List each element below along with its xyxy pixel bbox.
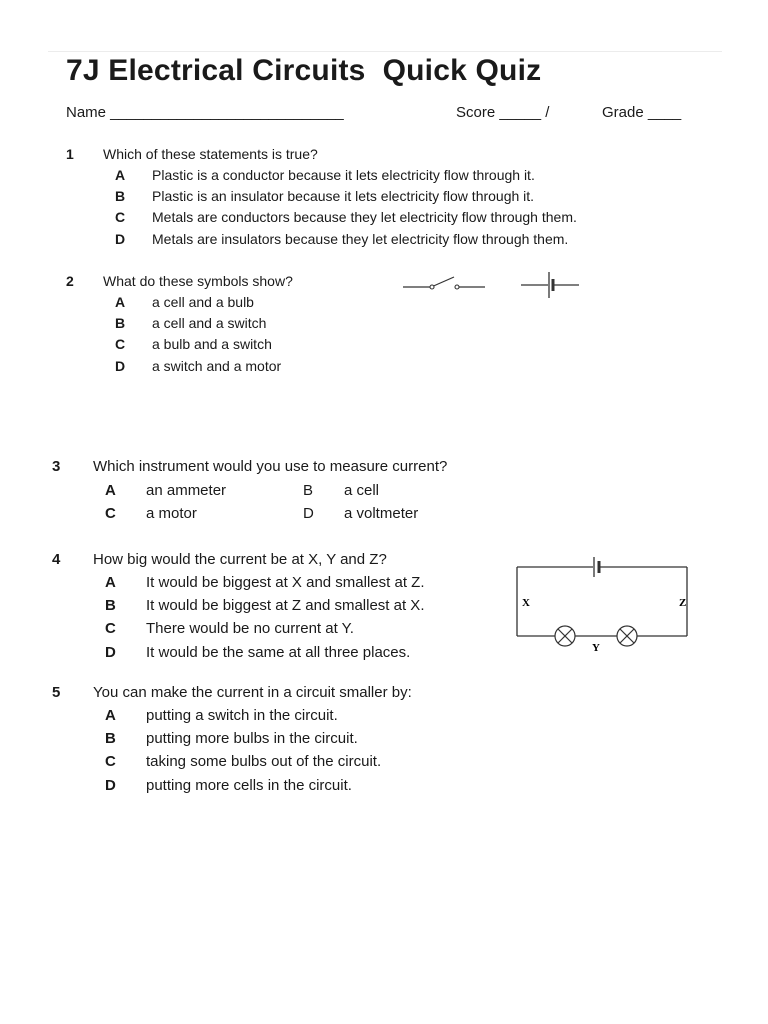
bulb-icon [555, 626, 575, 646]
option-letter: D [105, 644, 116, 661]
option-letter: C [115, 336, 126, 352]
option-letter: A [105, 707, 116, 724]
question-text: Which instrument would you use to measure current? [93, 458, 448, 475]
question-number: 5 [52, 684, 61, 701]
bulb-icon [617, 626, 637, 646]
option-letter: C [105, 753, 116, 770]
question-number: 3 [52, 458, 61, 475]
option-text: a cell and a bulb [152, 294, 254, 310]
option-letter: A [115, 294, 126, 310]
question-number: 1 [66, 146, 74, 162]
option-letter: B [105, 730, 116, 747]
top-divider [48, 51, 722, 52]
option-text: Plastic is a conductor because it lets electricity flow through it. [152, 167, 535, 183]
option-text: It would be biggest at X and smallest at Z. [146, 574, 425, 591]
label-x: X [522, 597, 530, 609]
option-text: There would be no current at Y. [146, 620, 354, 637]
question-text: How big would the current be at X, Y and Z? [93, 551, 387, 568]
switch-symbol-icon [403, 276, 485, 296]
option-letter: A [115, 167, 126, 183]
option-text: It would be the same at all three places. [146, 644, 411, 661]
option-letter: D [105, 777, 116, 794]
grade-field-label: Grade ____ [602, 104, 682, 121]
cell-symbol-icon [521, 272, 579, 298]
option-text: a cell [344, 482, 380, 499]
label-z: Z [679, 597, 687, 609]
option-text: It would be biggest at Z and smallest at X. [146, 597, 425, 614]
page-title: 7J Electrical Circuits Quick Quiz [66, 54, 542, 87]
question-number: 4 [52, 551, 61, 568]
circuit-wires [517, 567, 687, 636]
option-text: a switch and a motor [152, 358, 282, 374]
option-text: putting more bulbs in the circuit. [146, 730, 358, 747]
option-letter: A [105, 482, 116, 499]
option-letter: C [115, 209, 126, 225]
name-field-label: Name ____________________________ [66, 104, 344, 121]
option-letter: C [105, 620, 116, 637]
option-text: a voltmeter [344, 505, 419, 522]
option-text: a motor [146, 505, 197, 522]
option-letter: D [303, 505, 314, 522]
option-text: Metals are insulators because they let electricity flow through them. [152, 231, 569, 247]
option-letter: D [115, 231, 126, 247]
circuit-diagram [510, 554, 700, 654]
option-letter: B [115, 188, 126, 204]
question-number: 2 [66, 273, 74, 289]
label-y: Y [592, 642, 600, 654]
option-text: a cell and a switch [152, 315, 267, 331]
option-text: putting a switch in the circuit. [146, 707, 338, 724]
option-letter: B [303, 482, 314, 499]
question-text: You can make the current in a circuit smaller by: [93, 684, 412, 701]
option-text: taking some bulbs out of the circuit. [146, 753, 382, 770]
option-text: Metals are conductors because they let electricity flow through them. [152, 209, 577, 225]
option-text: putting more cells in the circuit. [146, 777, 352, 794]
option-letter: D [115, 358, 126, 374]
question-text: What do these symbols show? [103, 273, 293, 289]
score-field-label: Score _____ / [456, 104, 550, 121]
option-letter: B [105, 597, 116, 614]
option-text: an ammeter [146, 482, 227, 499]
option-text: Plastic is an insulator because it lets electricity flow through it. [152, 188, 535, 204]
question-text: Which of these statements is true? [103, 146, 318, 162]
option-letter: A [105, 574, 116, 591]
option-letter: C [105, 505, 116, 522]
option-letter: B [115, 315, 126, 331]
option-text: a bulb and a switch [152, 336, 272, 352]
cell-icon [594, 557, 599, 577]
